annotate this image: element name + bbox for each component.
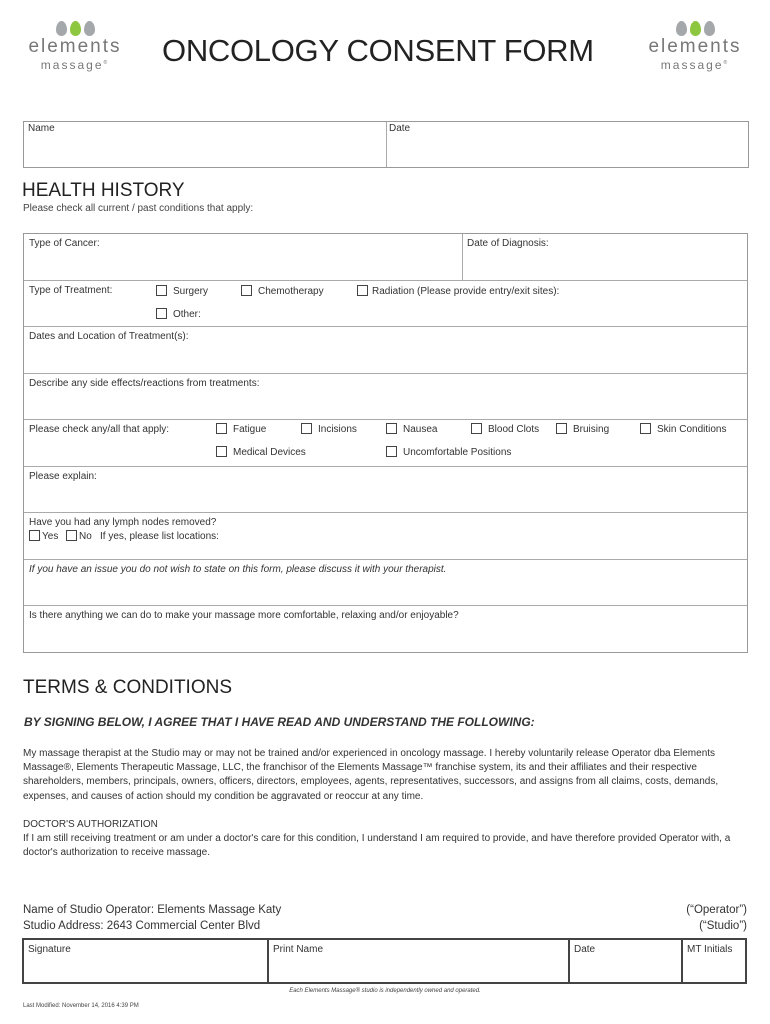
footer-note: Each Elements Massage® studio is independently owned and operated. <box>289 988 481 994</box>
radiation-checkbox[interactable] <box>357 285 368 296</box>
bruising-checkbox[interactable] <box>556 423 567 434</box>
dates-location-field[interactable]: Dates and Location of Treatment(s): <box>29 331 189 342</box>
logo-word-elements: elements <box>28 36 122 57</box>
studio-operator-name: Name of Studio Operator: Elements Massage Katy <box>23 904 282 916</box>
chemotherapy-label: Chemotherapy <box>258 286 324 297</box>
doctor-authorization-text: If I am still receiving treatment or am under a doctor's care for this condition, I understand I am required to provide, and have therefore provided Operator with, a doctor's authorization to receive massage. <box>23 833 731 859</box>
medical-devices-checkbox[interactable] <box>216 446 227 457</box>
studio-address: Studio Address: 2643 Commercial Center Blvd <box>23 920 261 932</box>
logo-word-elements: elements <box>648 36 742 57</box>
bruising-label: Bruising <box>573 424 610 435</box>
other-checkbox[interactable] <box>156 308 167 319</box>
lymph-yes-checkbox[interactable] <box>29 530 40 541</box>
drops-logo-icon <box>640 18 750 38</box>
please-explain-field[interactable]: Please explain: <box>29 471 97 482</box>
print-name-field[interactable]: Print Name <box>273 944 324 955</box>
lymph-yes-label: Yes <box>42 531 59 542</box>
drops-logo-icon <box>20 18 130 38</box>
blood-clots-checkbox[interactable] <box>471 423 482 434</box>
signature-table <box>22 938 747 984</box>
type-of-treatment-label: Type of Treatment: <box>29 285 113 296</box>
comfort-question-field[interactable]: Is there anything we can do to make your massage more comfortable, relaxing and/or enjoyable? <box>29 610 459 621</box>
skin-conditions-checkbox[interactable] <box>640 423 651 434</box>
uncomfortable-positions-label: Uncomfortable Positions <box>403 447 512 458</box>
blood-clots-label: Blood Clots <box>488 424 540 435</box>
studio-tag: (“Studio”) <box>699 920 747 932</box>
logo-word-massage: massage® <box>660 58 730 72</box>
lymph-followup-field[interactable]: If yes, please list locations: <box>100 531 219 542</box>
mt-initials-field[interactable]: MT Initials <box>687 944 733 955</box>
radiation-label: Radiation (Please provide entry/exit sites): <box>372 286 560 297</box>
medical-devices-label: Medical Devices <box>233 447 306 458</box>
name-field[interactable]: Name <box>28 123 55 134</box>
check-any-label: Please check any/all that apply: <box>29 424 170 435</box>
signature-date-field[interactable]: Date <box>574 944 596 955</box>
release-paragraph: My massage therapist at the Studio may or may not be trained and/or experienced in oncology massage. I hereby voluntarily release Operator dba Elements Massage®, Elements Therapeutic Massage, LLC, the franchisor of the Elements Massage™ franchise system, its and their affiliates and their respective shareholders, members, principals, owners, officers, directors, employees, agents, representatives, successors, and assigns from all claims, costs, demands, expenses, and causes of action should my condition be aggravated or reoccur at any time. <box>23 748 719 802</box>
date-of-diagnosis-field[interactable]: Date of Diagnosis: <box>467 238 549 249</box>
nausea-checkbox[interactable] <box>386 423 397 434</box>
logo-word-massage: massage® <box>40 58 110 72</box>
last-modified: Last Modified: November 14, 2016 4:39 PM <box>23 1003 139 1009</box>
type-of-cancer-field[interactable]: Type of Cancer: <box>29 238 100 249</box>
agree-statement: BY SIGNING BELOW, I AGREE THAT I HAVE READ AND UNDERSTAND THE FOLLOWING: <box>24 715 535 729</box>
elements-massage-logo-left <box>20 18 130 72</box>
doctor-authorization-heading: DOCTOR'S AUTHORIZATION <box>23 819 158 830</box>
lymph-no-checkbox[interactable] <box>66 530 77 541</box>
side-effects-field[interactable]: Describe any side effects/reactions from treatments: <box>29 378 260 389</box>
terms-title: TERMS & CONDITIONS <box>23 677 233 698</box>
surgery-label: Surgery <box>173 286 209 297</box>
date-field[interactable]: Date <box>389 123 411 134</box>
lymph-question: Have you had any lymph nodes removed? <box>29 517 217 528</box>
other-label: Other: <box>173 309 201 320</box>
skin-conditions-label: Skin Conditions <box>657 424 727 435</box>
fatigue-checkbox[interactable] <box>216 423 227 434</box>
operator-tag: (“Operator”) <box>686 904 747 916</box>
nausea-label: Nausea <box>403 424 438 435</box>
health-history-title: HEALTH HISTORY <box>22 180 185 201</box>
incisions-checkbox[interactable] <box>301 423 312 434</box>
issue-note: If you have an issue you do not wish to state on this form, please discuss it with your therapist. <box>29 564 447 575</box>
uncomfortable-positions-checkbox[interactable] <box>386 446 397 457</box>
incisions-label: Incisions <box>318 424 357 435</box>
fatigue-label: Fatigue <box>233 424 267 435</box>
chemotherapy-checkbox[interactable] <box>241 285 252 296</box>
surgery-checkbox[interactable] <box>156 285 167 296</box>
elements-massage-logo-right <box>640 18 750 72</box>
signature-field[interactable]: Signature <box>28 944 71 955</box>
page-title: ONCOLOGY CONSENT FORM <box>162 33 594 68</box>
lymph-no-label: No <box>79 531 92 542</box>
health-history-subtitle: Please check all current / past conditions that apply: <box>23 203 254 214</box>
